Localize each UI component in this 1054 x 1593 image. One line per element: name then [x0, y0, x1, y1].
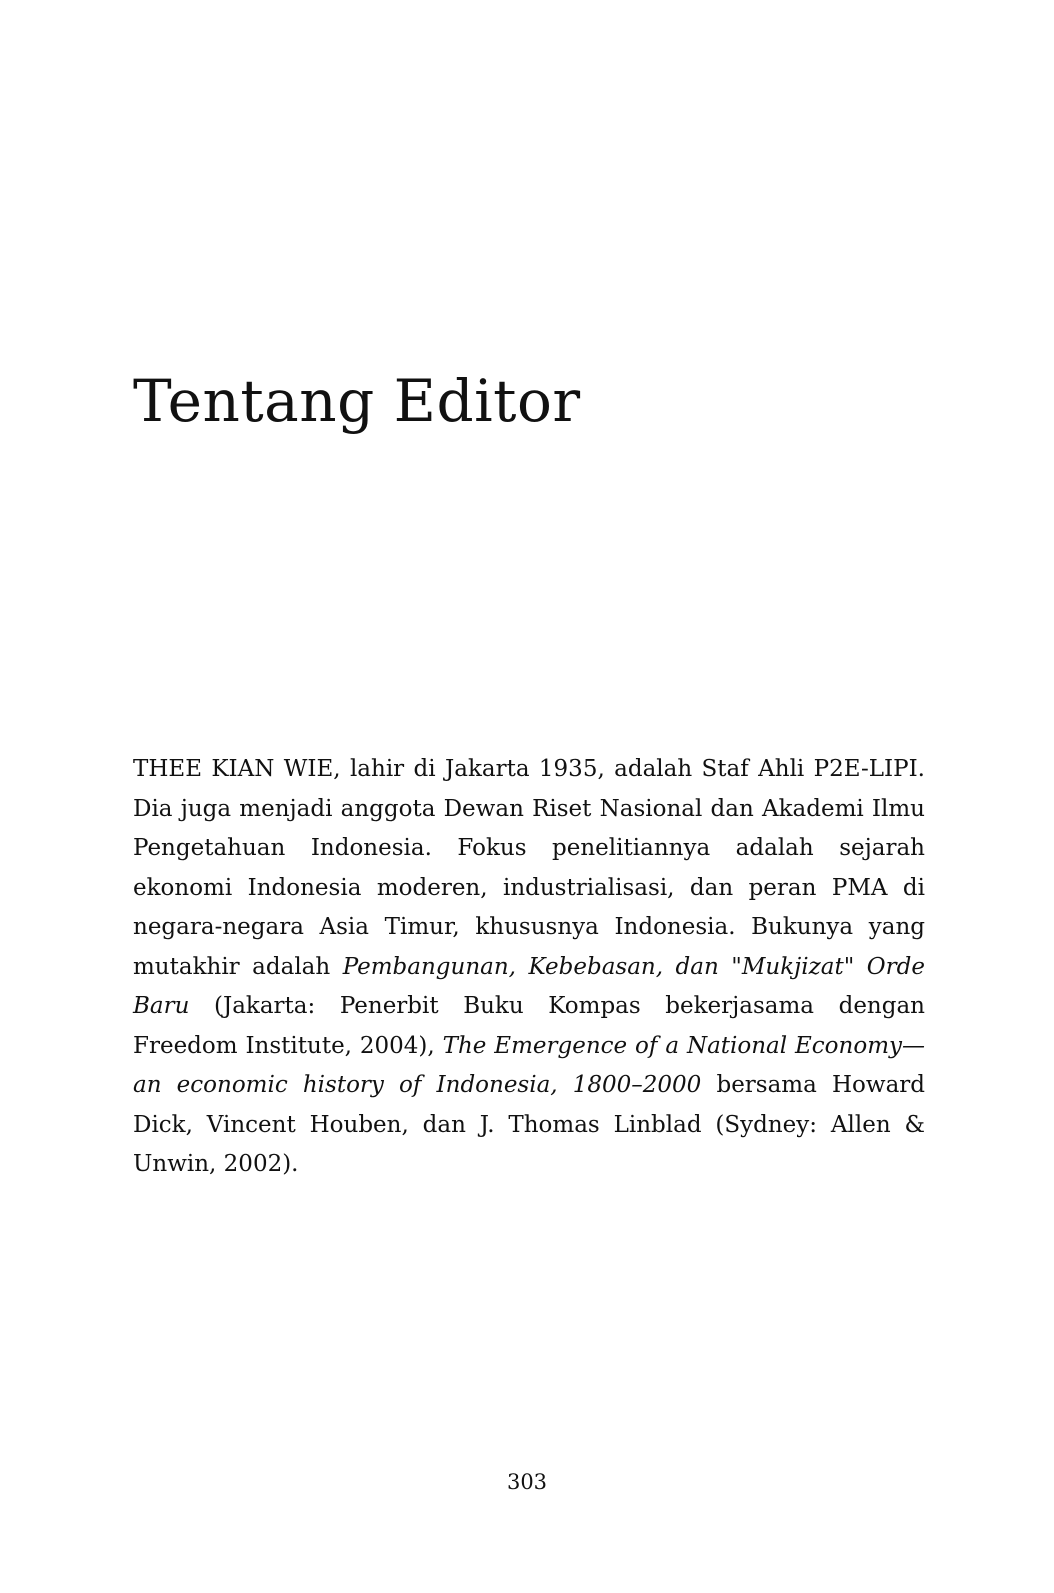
- chapter-title: Tentang Editor: [133, 367, 581, 435]
- bio-text-part-1: THEE KIAN WIE, lahir di Jakarta 1935, adalah Staf Ahli P2E-LIPI. Dia juga menjadi anggota Dewan Riset Nasional dan Akademi Ilmu Pengetahuan Indonesia. Fokus penelitiannya adalah sejarah ekonomi Indonesia moderen, industrialisasi, dan peran PMA di negara-negara Asia Timur, khususnya Indonesia. Bukunya yang mutakhir adalah: [133, 756, 925, 980]
- book-title-emergence: The Emergence of a National Economy—an economic history of Indonesia, 1800–2000: [133, 1032, 925, 1098]
- page-number: 303: [506, 1470, 548, 1494]
- bio-text-part-2: (Jakarta: Penerbit Buku Kompas bekerjasama dengan Freedom Institute, 2004),: [133, 993, 925, 1059]
- book-title-pembangunan: Pembangunan, Kebebasan, dan "Mukjizat" Orde Baru: [133, 953, 925, 1019]
- bio-text-part-3: bersama Howard Dick, Vincent Houben, dan J. Thomas Linblad (Sydney: Allen & Unwin, 2002).: [133, 1072, 925, 1177]
- editor-biography: [133, 750, 925, 1185]
